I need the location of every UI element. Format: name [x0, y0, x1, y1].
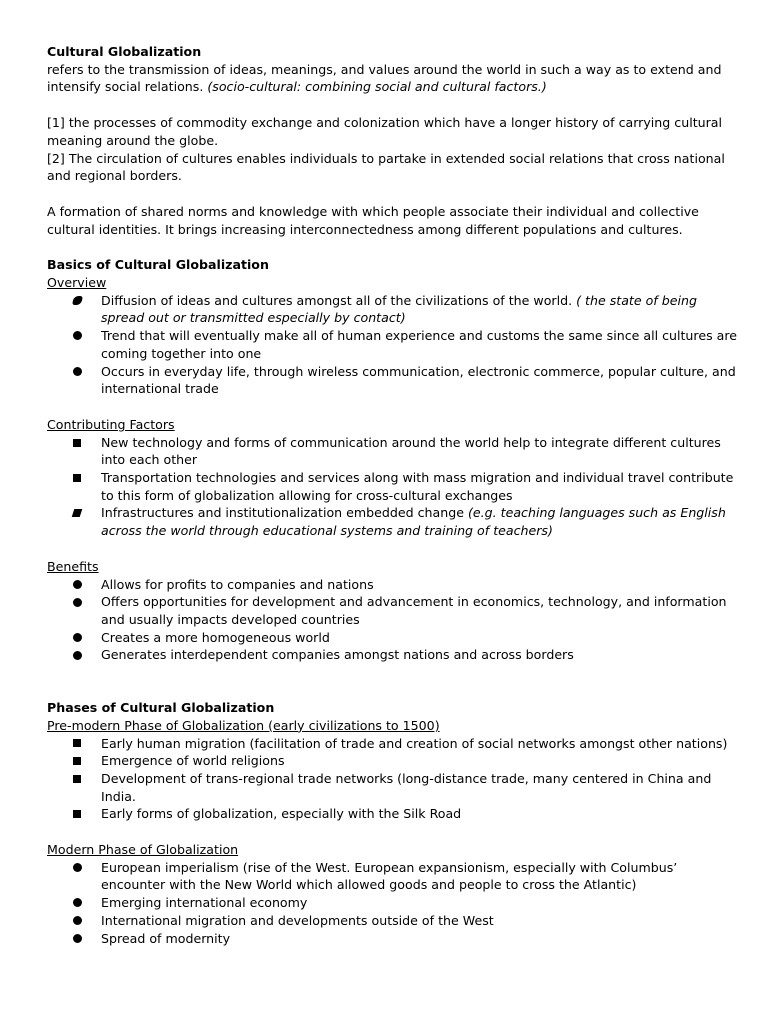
bullet-icon	[73, 598, 82, 607]
list-item	[101, 469, 737, 504]
list-item-note: (e.g. teaching languages such as English across the world through educational systems and training of teachers)	[101, 505, 726, 539]
list-item-text: Early human migration (facilitation of trade and creation of social networks amongst other nations)	[101, 735, 728, 751]
list-item	[101, 859, 737, 894]
list-item-text: Transportation technologies and services along with mass migration and individual travel contribute to this form of globalization allowing for cross-cultural exchanges	[101, 470, 734, 503]
list-item-note: ( the state of being spread out or transmitted especially by contact)	[101, 292, 697, 326]
bullet-icon	[73, 331, 82, 340]
list-item	[101, 805, 737, 823]
point-2: [2] The circulation of cultures enables individuals to partake in extended social relations that cross national and regional borders.	[47, 150, 725, 184]
list-item	[101, 576, 737, 594]
bullet-icon	[73, 916, 82, 925]
list-item-text: Occurs in everyday life, through wireless communication, electronic commerce, popular culture, and international trade	[101, 363, 736, 397]
list-item-text: European imperialism (rise of the West. European expansionism, especially with Columbus’ encounter with the New World which allowed goods and people to cross the Atlantic)	[101, 859, 678, 893]
modern-subheading: Modern Phase of Globalization	[47, 842, 239, 858]
bullet-icon	[73, 863, 82, 872]
list-item	[101, 629, 737, 647]
list-item	[101, 327, 737, 362]
formation-paragraph: A formation of shared norms and knowledge with which people associate their individual and collective cultural identities. It brings increasing interconnectedness among different populations and cultures.	[47, 203, 699, 237]
list-item-text: Development of trans-regional trade networks (long-distance trade, many centered in China and India.	[101, 770, 712, 804]
list-item-text: Early forms of globalization, especially with the Silk Road	[101, 806, 462, 822]
list-item-text: Offers opportunities for development and advancement in economics, technology, and information and usually impacts developed countries	[101, 594, 727, 627]
premodern-subheading: Pre-modern Phase of Globalization (early civilizations to 1500)	[47, 717, 440, 733]
point-1: [1] the processes of commodity exchange and colonization which have a longer history of carrying cultural meaning around the globe.	[47, 115, 723, 148]
benefits-subheading: Benefits	[47, 558, 99, 574]
list-item	[101, 504, 737, 539]
list-item-text: Generates interdependent companies amongst nations and across borders	[101, 647, 574, 663]
square-bullet-icon	[73, 474, 81, 482]
phases-heading: Phases of Cultural Globalization	[47, 700, 275, 716]
intro-note: (socio-cultural: combining social and cultural factors.)	[207, 79, 547, 95]
list-item	[101, 752, 737, 770]
list-item	[101, 434, 737, 469]
contributing-factors-subheading: Contributing Factors	[47, 416, 175, 432]
bullet-icon	[72, 296, 83, 305]
overview-subheading: Overview	[47, 275, 107, 291]
bullet-icon	[73, 367, 82, 376]
list-item	[101, 770, 737, 805]
square-bullet-icon	[72, 509, 83, 517]
basics-heading: Basics of Cultural Globalization	[47, 257, 269, 273]
square-bullet-icon	[73, 775, 81, 783]
list-item-text: Emergence of world religions	[101, 753, 285, 769]
factors-list	[47, 434, 737, 540]
intro-text: refers to the transmission of ideas, meanings, and values around the world in such a way as to extend and intensify social relations.	[47, 61, 722, 95]
overview-list	[47, 292, 737, 398]
document-title: Cultural Globalization	[47, 44, 202, 59]
list-item	[101, 894, 737, 912]
list-item-text: Diffusion of ideas and cultures amongst all of the civilizations of the world.	[101, 292, 573, 308]
list-item-text: Emerging international economy	[101, 895, 308, 911]
document-body	[47, 43, 737, 947]
square-bullet-icon	[73, 439, 81, 447]
bullet-icon	[73, 633, 82, 642]
list-item	[101, 292, 737, 327]
premodern-list	[47, 735, 737, 824]
list-item-text: Allows for profits to companies and nations	[101, 576, 374, 592]
list-item	[101, 930, 737, 948]
list-item-text: New technology and forms of communication around the world help to integrate different cultures into each other	[101, 434, 721, 468]
modern-list	[47, 859, 737, 948]
list-item	[101, 593, 737, 628]
square-bullet-icon	[73, 810, 81, 818]
bullet-icon	[73, 651, 82, 660]
list-item-text: Trend that will eventually make all of human experience and customs the same since all cultures are coming together into one	[101, 328, 737, 361]
square-bullet-icon	[73, 739, 81, 747]
list-item-text: Creates a more homogeneous world	[101, 629, 330, 645]
list-item	[101, 912, 737, 930]
list-item	[101, 363, 737, 398]
square-bullet-icon	[73, 757, 81, 765]
bullet-icon	[73, 580, 82, 589]
bullet-icon	[73, 934, 82, 943]
list-item-text: Spread of modernity	[101, 930, 231, 946]
list-item-text: Infrastructures and institutionalization embedded change	[101, 505, 464, 521]
bullet-icon	[73, 898, 82, 907]
list-item	[101, 735, 737, 753]
list-item	[101, 646, 737, 664]
benefits-list	[47, 576, 737, 665]
intro-paragraph	[47, 61, 737, 96]
list-item-text: International migration and developments outside of the West	[101, 912, 494, 928]
